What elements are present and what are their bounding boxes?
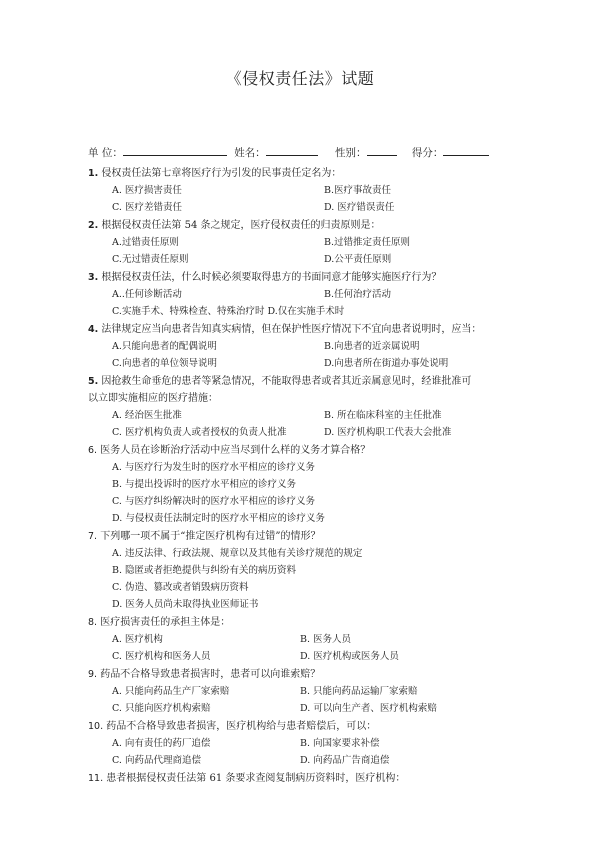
question-number: 4. xyxy=(88,324,99,335)
question-text: 下列哪一项不属于“推定医疗机构有过错”的情形？ xyxy=(100,531,321,542)
option-d[interactable]: D. 医疗错误责任 xyxy=(324,202,395,213)
option-a[interactable]: A..任何诊断活动 xyxy=(112,289,182,300)
question-9 xyxy=(88,665,518,684)
question-text: 医务人员在诊断治疗活动中应当尽到什么样的义务才算合格？ xyxy=(100,445,371,456)
option-b[interactable]: B. 向国家要求补偿 xyxy=(300,738,380,749)
option-d[interactable]: D. 向药品广告商追偿 xyxy=(300,755,390,766)
question-7 xyxy=(88,527,518,546)
option-a[interactable]: A. 违反法律、行政法规、规章以及其他有关诊疗规范的规定 xyxy=(112,548,363,559)
question-number: 9. xyxy=(88,669,98,680)
student-info-row xyxy=(88,144,489,160)
question-8 xyxy=(88,613,518,632)
question-number: 7. xyxy=(88,531,98,542)
option-c[interactable]: C. 医疗差错责任 xyxy=(112,202,182,213)
name-field[interactable] xyxy=(266,144,318,156)
question-11 xyxy=(88,769,405,788)
question-3 xyxy=(88,268,518,287)
question-text: 药品不合格导致患者损害，医疗机构给与患者赔偿后，可以： xyxy=(106,721,377,732)
option-b[interactable]: B. 所在临床科室的主任批准 xyxy=(324,410,442,421)
option-d[interactable]: D. 医疗机构或医务人员 xyxy=(300,651,399,662)
option-b[interactable]: B.过错推定责任原则 xyxy=(324,237,411,248)
gender-field[interactable] xyxy=(367,144,397,156)
question-text: 侵权责任法第七章将医疗行为引发的民事责任定名为： xyxy=(101,168,342,179)
option-a[interactable]: A.只能向患者的配偶说明 xyxy=(112,341,217,352)
option-cd[interactable]: C.实施手术、特殊检查、特殊治疗时 D.仅在实施手术时 xyxy=(112,306,345,317)
option-c[interactable]: C.向患者的单位领导说明 xyxy=(112,358,217,369)
option-a[interactable]: A. 只能向药品生产厂家索赔 xyxy=(112,686,230,697)
option-d[interactable]: D. 与侵权责任法制定时的医疗水平相应的诊疗义务 xyxy=(112,513,325,524)
name-label: 姓名： xyxy=(234,147,266,159)
question-text: 根据侵权责任法第 54 条之规定，医疗侵权责任的归责原则是： xyxy=(101,220,381,231)
option-d[interactable]: D. 医务人员尚未取得执业医师证书 xyxy=(112,599,259,610)
option-a[interactable]: A. 医疗损害责任 xyxy=(112,185,182,196)
question-number: 1. xyxy=(88,168,99,179)
question-text: 根据侵权责任法，什么时候必须要取得患方的书面同意才能够实施医疗行为？ xyxy=(101,272,442,283)
option-b[interactable]: B.任何治疗活动 xyxy=(324,289,392,300)
question-text: 患者根据侵权责任法第 61 条要求查阅复制病历资料时，医疗机构： xyxy=(106,773,406,784)
score-label: 得分： xyxy=(411,147,444,159)
option-d[interactable]: D. 可以向生产者、医疗机构索赔 xyxy=(300,703,437,714)
question-number: 10. xyxy=(88,721,104,732)
option-b[interactable]: B. 只能向药品运输厂家索赔 xyxy=(300,686,418,697)
question-5-continuation: 以立即实施相应的医疗措施： xyxy=(88,393,218,404)
question-6 xyxy=(88,441,518,460)
score-field[interactable] xyxy=(443,144,489,156)
option-c[interactable]: C. 伪造、篡改或者销毁病历资料 xyxy=(112,582,249,593)
question-10 xyxy=(88,717,376,736)
option-c[interactable]: C.无过错责任原则 xyxy=(112,254,189,265)
question-1 xyxy=(88,164,518,183)
page-title: 《侵权责任法》试题 xyxy=(225,69,375,88)
question-number: 2. xyxy=(88,220,99,231)
option-a[interactable]: A. 向有责任的药厂追偿 xyxy=(112,738,211,749)
option-a[interactable]: A. 医疗机构 xyxy=(112,634,163,645)
option-d[interactable]: D.向患者所在街道办事处说明 xyxy=(324,358,449,369)
option-a[interactable]: A.过错责任原则 xyxy=(112,237,179,248)
option-b[interactable]: B. 隐匿或者拒绝提供与纠纷有关的病历资料 xyxy=(112,565,297,576)
question-number: 6. xyxy=(88,445,98,456)
option-a[interactable]: A. 经治医生批准 xyxy=(112,410,182,421)
question-number: 8. xyxy=(88,617,98,628)
option-c[interactable]: C. 只能向医疗机构索赔 xyxy=(112,703,211,714)
question-number: 3. xyxy=(88,272,99,283)
option-b[interactable]: B. 与提出投诉时的医疗水平相应的诊疗义务 xyxy=(112,479,297,490)
option-d[interactable]: D.公平责任原则 xyxy=(324,254,392,265)
question-text: 医疗损害责任的承担主体是： xyxy=(100,617,231,628)
unit-label: 单 位： xyxy=(88,147,123,159)
option-d[interactable]: D. 医疗机构职工代表大会批准 xyxy=(324,427,452,438)
question-4 xyxy=(88,320,518,339)
unit-field[interactable] xyxy=(123,144,227,156)
question-2 xyxy=(88,216,518,235)
question-text: 药品不合格导致患者损害时，患者可以向谁索赔？ xyxy=(100,669,321,680)
option-c[interactable]: C. 医疗机构和医务人员 xyxy=(112,651,211,662)
question-number: 5. xyxy=(88,376,99,387)
question-text: 法律规定应当向患者告知真实病情，但在保护性医疗情况下不宜向患者说明时，应当： xyxy=(101,324,482,335)
option-c[interactable]: C. 向药品代理商追偿 xyxy=(112,755,201,766)
gender-label: 性别： xyxy=(335,147,367,159)
option-c[interactable]: C. 医疗机构负责人或者授权的负责人批准 xyxy=(112,427,287,438)
option-c[interactable]: C. 与医疗纠纷解决时的医疗水平相应的诊疗义务 xyxy=(112,496,315,507)
question-number: 11. xyxy=(88,773,104,784)
option-b[interactable]: B.医疗事故责任 xyxy=(324,185,392,196)
option-b[interactable]: B. 医务人员 xyxy=(300,634,352,645)
option-b[interactable]: B.向患者的近亲属说明 xyxy=(324,341,420,352)
question-text: 因抢救生命垂危的患者等紧急情况，不能取得患者或者其近亲属意见时，经谁批准可 xyxy=(101,376,472,387)
option-a[interactable]: A. 与医疗行为发生时的医疗水平相应的诊疗义务 xyxy=(112,462,315,473)
